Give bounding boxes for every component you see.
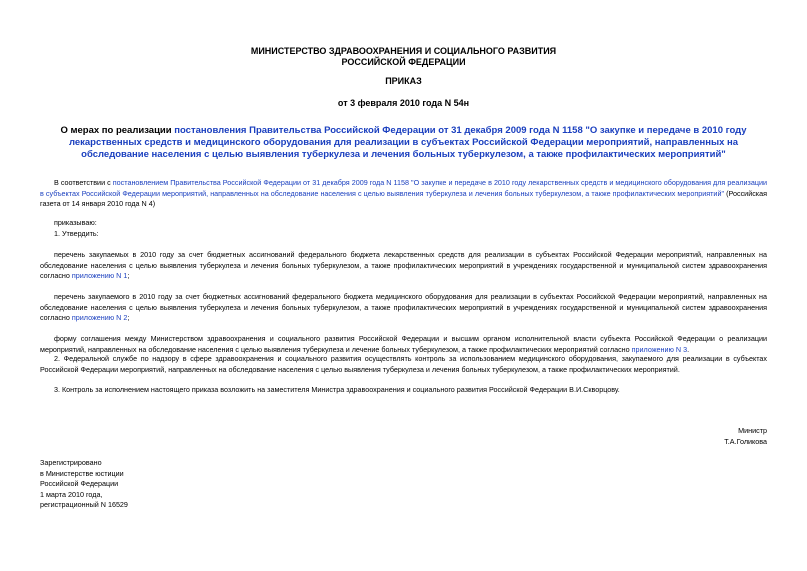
- list-1-text: перечень закупаемых в 2010 году за счет бюджетных ассигнований федерального бюджета лекарственных средств для реализации в субъектах Российской Федерации мероприятий, направленных на обследование населения с целью выявления туберкулеза и лечения больных туберкулезом, а также профилактических мероприятий в учреждениях государственной и муниципальной систем здравоохранения согласно: [40, 250, 767, 280]
- intro-paragraph: [40, 178, 767, 210]
- list-2-end: ;: [127, 313, 130, 322]
- intro-prefix: В соответствии с: [54, 178, 113, 187]
- ministry-name: [0, 46, 807, 68]
- registration-line-1: Зарегистрировано: [40, 458, 102, 467]
- registration-line-5: регистрационный N 16529: [40, 500, 128, 509]
- title-prefix: О мерах по реализации: [60, 125, 175, 136]
- appendix-1-link[interactable]: приложению N 1: [71, 271, 128, 280]
- ministry-line-2: РОССИЙСКОЙ ФЕДЕРАЦИИ: [341, 57, 466, 67]
- appendix-3-link[interactable]: приложению N 3: [631, 344, 688, 354]
- list-3-end: .: [687, 344, 690, 354]
- list-item-3: [40, 334, 767, 355]
- doc-title: [40, 125, 767, 161]
- list-1-end: ;: [127, 271, 130, 280]
- list-2-text: перечень закупаемого в 2010 году за счет бюджетных ассигнований федерального бюджета медицинского оборудования для реализации в субъектах Российской Федерации мероприятий, направленных на обследование населения с целью выявления туберкулеза и лечения больных туберкулезом, а также профилактических мероприятий в учреждениях государственной и муниципальной систем здравоохранения согласно: [40, 292, 767, 322]
- title-decree-link[interactable]: постановления Правительства Российской Федерации от 31 декабря 2009 года N 1158 "О закупке и передаче в 2010 году лекарственных средств и медицинского оборудования для реализации в субъектах Российской Федерации мероприятий, направленных на обследование населения с целью выявления туберкулеза и лечения больных туберкулезом, а также профилактических мероприятий": [68, 125, 747, 160]
- intro-decree-link[interactable]: постановлением Правительства Российской Федерации от 31 декабря 2009 года N 1158 "О закупке и передаче в 2010 году лекарственных средств и медицинского оборудования для реализации в субъектах Российской Федерации мероприятий, направленных на обследование населения с целью выявления туберкулеза и лечения больных туберкулезом, а также профилактических мероприятий": [40, 178, 767, 198]
- registration-block: [40, 458, 128, 511]
- item-3: 3. Контроль за исполнением настоящего приказа возложить на заместителя Министра здравоохранения и социального развития Российской Федерации В.И.Скворцову.: [54, 385, 620, 394]
- intro-suffix: (Российская газета от 14 января 2010 года N 4): [40, 188, 767, 208]
- list-3-text: форму соглашения между Министерством здравоохранения и социального развития Российской Федерации и высшим органом исполнительной власти субъекта Российской Федерации о реализации мероприятий, направленных на обследование населения с целью выявления туберкулеза и лечение больных туберкулезом, а также профилактических мероприятий согласно: [40, 334, 767, 354]
- registration-line-4: 1 марта 2010 года,: [40, 489, 103, 499]
- signature-name: Т.А.Голикова: [724, 436, 767, 446]
- item-2: 2. Федеральной службе по надзору в сфере здравоохранения и социального развития осуществлять контроль за использованием медицинского оборудования, закупаемого для реализации в субъектах Российской Федерации мероприятий, направленных на обследование населения с целью выявления туберкулеза и лечения больных туберкулезом, а также профилактических мероприятий.: [40, 354, 767, 374]
- appendix-2-link[interactable]: приложению N 2: [71, 313, 128, 322]
- signature-position: Министр: [738, 426, 767, 435]
- list-item-1: [40, 250, 767, 282]
- item-1: 1. Утвердить:: [54, 229, 99, 238]
- ministry-line-1: МИНИСТЕРСТВО ЗДРАВООХРАНЕНИЯ И СОЦИАЛЬНОГО РАЗВИТИЯ: [250, 46, 557, 56]
- doc-type: ПРИКАЗ: [385, 76, 422, 86]
- registration-line-2: в Министерстве юстиции: [40, 468, 124, 478]
- signature: [600, 426, 767, 447]
- orders-text: приказываю:: [54, 218, 97, 227]
- list-item-2: [40, 292, 767, 324]
- registration-line-3: Российской Федерации: [40, 479, 119, 488]
- doc-date: от 3 февраля 2010 года N 54н: [337, 98, 470, 108]
